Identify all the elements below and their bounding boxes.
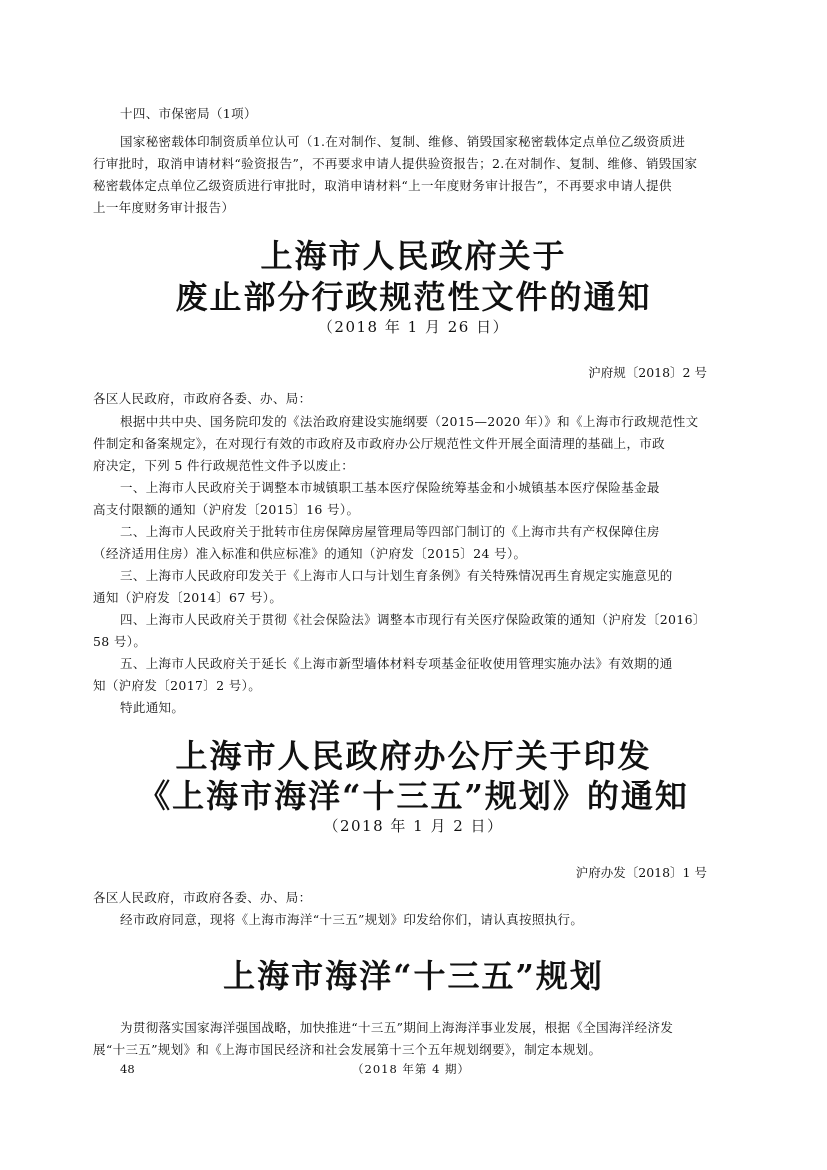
paragraph-line: 根据中共中央、国务院印发的《法治政府建设实施纲要（2015—2020 年）》和《上海市行政规范性文 <box>120 414 699 429</box>
page-number: 48 <box>120 1062 135 1076</box>
notice2-date: （2018 年 1 月 2 日） <box>323 817 504 835</box>
paragraph-line: 知（沪府发〔2017〕2 号）。 <box>93 678 262 693</box>
paragraph-line: 高支付限额的通知（沪府发〔2015〕16 号）。 <box>93 502 360 517</box>
paragraph-line: 四、上海市人民政府关于贯彻《社会保险法》调整本市现行有关医疗保险政策的通知（沪府发〔2016〕 <box>120 612 706 627</box>
issue-label: （2018 年第 4 期） <box>352 1062 471 1076</box>
paragraph-line: 通知（沪府发〔2014〕67 号）。 <box>93 590 283 605</box>
paragraph-line: 展“十三五”规划》和《上海市国民经济和社会发展第十三个五年规划纲要》，制定本规划。 <box>93 1042 602 1057</box>
paragraph-line: 件制定和备案规定》，在对现行有效的市政府及市政府办公厅规范性文件开展全面清理的基础上，市政 <box>93 436 666 451</box>
paragraph-line: 五、上海市人民政府关于延长《上海市新型墙体材料专项基金征收使用管理实施办法》有效期的通 <box>120 656 673 671</box>
paragraph-line: 经市政府同意，现将《上海市海洋“十三五”规划》印发给你们，请认真按照执行。 <box>120 912 584 927</box>
notice-title-line2: 废止部分行政规范性文件的通知 <box>175 278 652 316</box>
paragraph-line: 行审批时，取消申请材料“验资报告”，不再要求申请人提供验资报告；2.在对制作、复制、维修、销毁国家 <box>93 156 698 171</box>
paragraph-line: 国家秘密载体印制资质单位认可（1.在对制作、复制、维修、销毁国家秘密载体定点单位乙级资质进 <box>120 134 686 149</box>
section-heading: 十四、市保密局（1项） <box>120 106 257 121</box>
paragraph-line: 58 号）。 <box>93 634 147 649</box>
paragraph-line: 三、上海市人民政府印发关于《上海市人口与计划生育条例》有关特殊情况再生育规定实施意见的 <box>120 568 673 583</box>
notice-date: （2018 年 1 月 26 日） <box>317 318 510 336</box>
notice2-title-line2: 《上海市海洋“十三五”规划》的通知 <box>138 777 689 815</box>
paragraph-line: 府决定，下列 5 件行政规范性文件予以废止： <box>93 458 355 473</box>
closing-line: 特此通知。 <box>120 700 185 715</box>
paragraph-line: 为贯彻落实国家海洋强国战略，加快推进“十三五”期间上海海洋事业发展，根据《全国海洋经济发 <box>120 1020 674 1035</box>
paragraph-line: 一、上海市人民政府关于调整本市城镇职工基本医疗保险统筹基金和小城镇基本医疗保险基金最 <box>120 480 660 495</box>
plan-title: 上海市海洋“十三五”规划 <box>223 957 604 995</box>
notice-title-line1: 上海市人民政府关于 <box>260 237 567 275</box>
paragraph-line: 秘密载体定点单位乙级资质进行审批时，取消申请材料“上一年度财务审计报告”，不再要求申请人提供 <box>93 178 672 193</box>
paragraph-line: 上一年度财务审计报告） <box>93 200 235 215</box>
addressee: 各区人民政府，市政府各委、办、局： <box>93 890 312 905</box>
paragraph-line: 二、上海市人民政府关于批转市住房保障房屋管理局等四部门制订的《上海市共有产权保障住房 <box>120 524 660 539</box>
doc-number: 沪府规〔2018〕2 号 <box>588 365 707 380</box>
doc-number: 沪府办发〔2018〕1 号 <box>575 865 707 880</box>
addressee: 各区人民政府，市政府各委、办、局： <box>93 391 312 406</box>
paragraph-line: （经济适用住房）准入标准和供应标准》的通知（沪府发〔2015〕24 号）。 <box>93 546 527 561</box>
notice2-title-line1: 上海市人民政府办公厅关于印发 <box>175 737 652 775</box>
